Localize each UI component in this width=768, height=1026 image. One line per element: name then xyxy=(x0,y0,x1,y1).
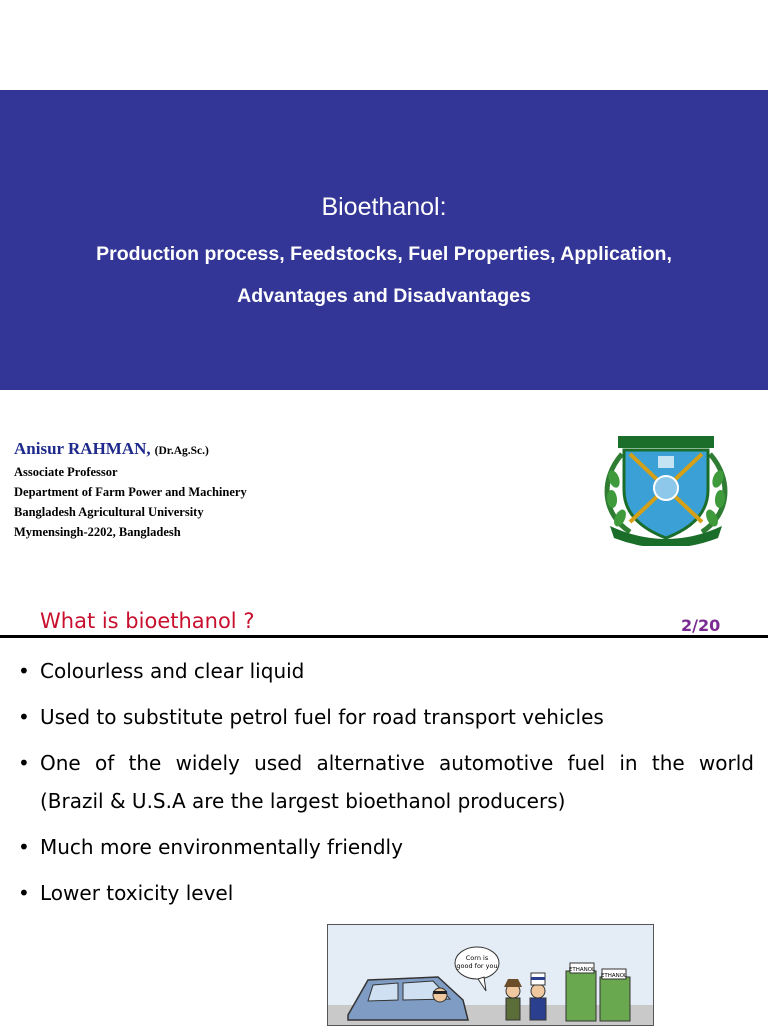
slide-subtitle-line1: Production process, Feedstocks, Fuel Properties, Application, xyxy=(96,243,672,265)
pump-sign-text: ETHANOL xyxy=(568,967,596,973)
author-block xyxy=(14,438,247,542)
slide2-heading: What is bioethanol ? xyxy=(40,609,255,633)
list-item xyxy=(18,698,754,736)
author-degree: (Dr.Ag.Sc.) xyxy=(154,445,209,457)
list-item xyxy=(18,874,754,912)
bullet-icon: • xyxy=(18,659,30,683)
author-name: Anisur RAHMAN, xyxy=(14,439,151,458)
bullet-text: One of the widely used alternative automotive fuel in the world xyxy=(40,751,754,775)
bullet-text: Much more environmentally friendly xyxy=(40,835,403,859)
list-item xyxy=(18,744,754,820)
author-address: Mymensingh-2202, Bangladesh xyxy=(14,525,181,539)
bullet-text-continuation: (Brazil & U.S.A are the largest bioethanol producers) xyxy=(40,789,566,813)
university-crest-icon xyxy=(600,434,732,546)
bullet-icon: • xyxy=(18,835,30,859)
bullet-text: Colourless and clear liquid xyxy=(40,659,305,683)
list-item xyxy=(18,828,754,866)
ethanol-cartoon xyxy=(327,924,654,1026)
page-number: 2/20 xyxy=(681,616,721,635)
bullet-icon: • xyxy=(18,881,30,905)
bullet-text: Lower toxicity level xyxy=(40,881,234,905)
list-item xyxy=(18,652,754,690)
author-department: Department of Farm Power and Machinery xyxy=(14,485,247,499)
bullet-icon: • xyxy=(18,751,30,775)
pump-sign-text: ETHANOL xyxy=(600,973,628,979)
speech-bubble-text: Corn is xyxy=(465,954,489,962)
slide-subtitle-line2: Advantages and Disadvantages xyxy=(237,285,531,307)
bullet-text: Used to substitute petrol fuel for road transport vehicles xyxy=(40,705,604,729)
title-band xyxy=(0,90,768,390)
cartoon-illustration xyxy=(328,925,653,1025)
slide-title: Bioethanol: xyxy=(321,193,447,221)
author-position: Associate Professor xyxy=(14,465,118,479)
speech-bubble-text: good for you xyxy=(456,962,498,970)
author-university: Bangladesh Agricultural University xyxy=(14,505,204,519)
heading-divider xyxy=(0,635,768,638)
bullet-icon: • xyxy=(18,705,30,729)
bullet-list xyxy=(18,652,754,920)
